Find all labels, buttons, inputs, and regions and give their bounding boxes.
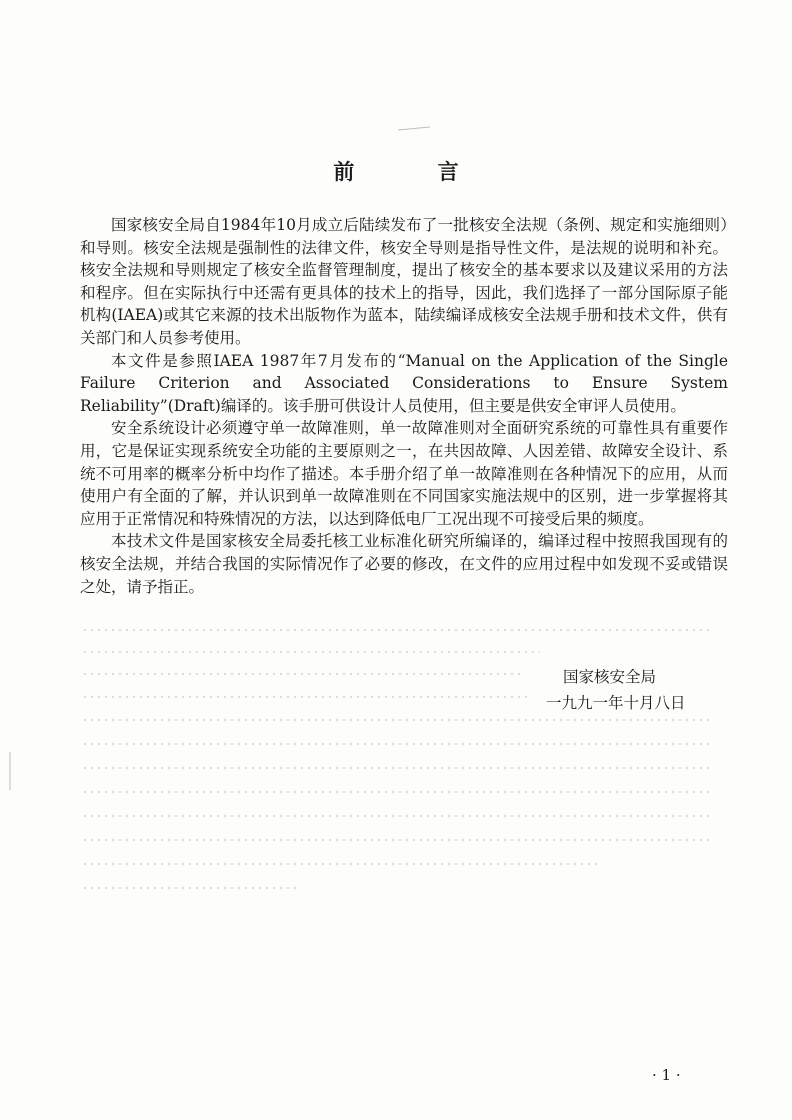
preface-body [80,214,728,598]
page-title: 前 言 [333,159,497,184]
page-number: · 1 · [652,1066,681,1084]
signature-organization: 国家核安全局 [563,668,657,686]
paragraph-4: 本技术文件是国家核安全局委托核工业标准化研究所编译的，编译过程中按照我国现有的核安全法规，并结合我国的实际情况作了必要的修改，在文件的应用过程中如发现不妥或错误之处，请予指正。 [80,532,728,596]
paragraph-2: 本文件是参照IAEA 1987年7月发布的“Manual on the Application of the Single Failure Criterion and Associated Considerations to Ensure System Reliability”(Draft)编译的。该手册可供设计人员使用，但主要是供安全审评人员使用。 [80,351,728,415]
paragraph-3: 安全系统设计必须遵守单一故障准则，单一故障准则对全面研究系统的可靠性具有重要作用，它是保证实现系统安全功能的主要原则之一，在共因故障、人因差错、故障安全设计、系统不可用率的概率分析中均作了描述。本手册介绍了单一故障准则在各种情况下的应用，从而使用户有全面的了解，并认识到单一故障准则在不同国家实施法规中的区别，进一步掌握将其应用于正常情况和特殊情况的方法，以达到降低电厂工况出现不可接受后果的频度。 [80,419,728,528]
signature-date: 一九九一年十月八日 [546,694,686,712]
paragraph-1: 国家核安全局自1984年10月成立后陆续发布了一批核安全法规（条例、规定和实施细则）和导则。核安全法规是强制性的法律文件，核安全导则是指导性文件，是法规的说明和补充。核安全法规和导则规定了核安全监督管理制度，提出了核安全的基本要求以及建议采用的方法和程序。但在实际执行中还需有更具体的技术上的指导，因此，我们选择了一部分国际原子能机构(IAEA)或其它来源的技术出版物作为蓝本，陆续编译成核安全法规手册和技术文件，供有关部门和人员参考使用。 [80,216,728,347]
